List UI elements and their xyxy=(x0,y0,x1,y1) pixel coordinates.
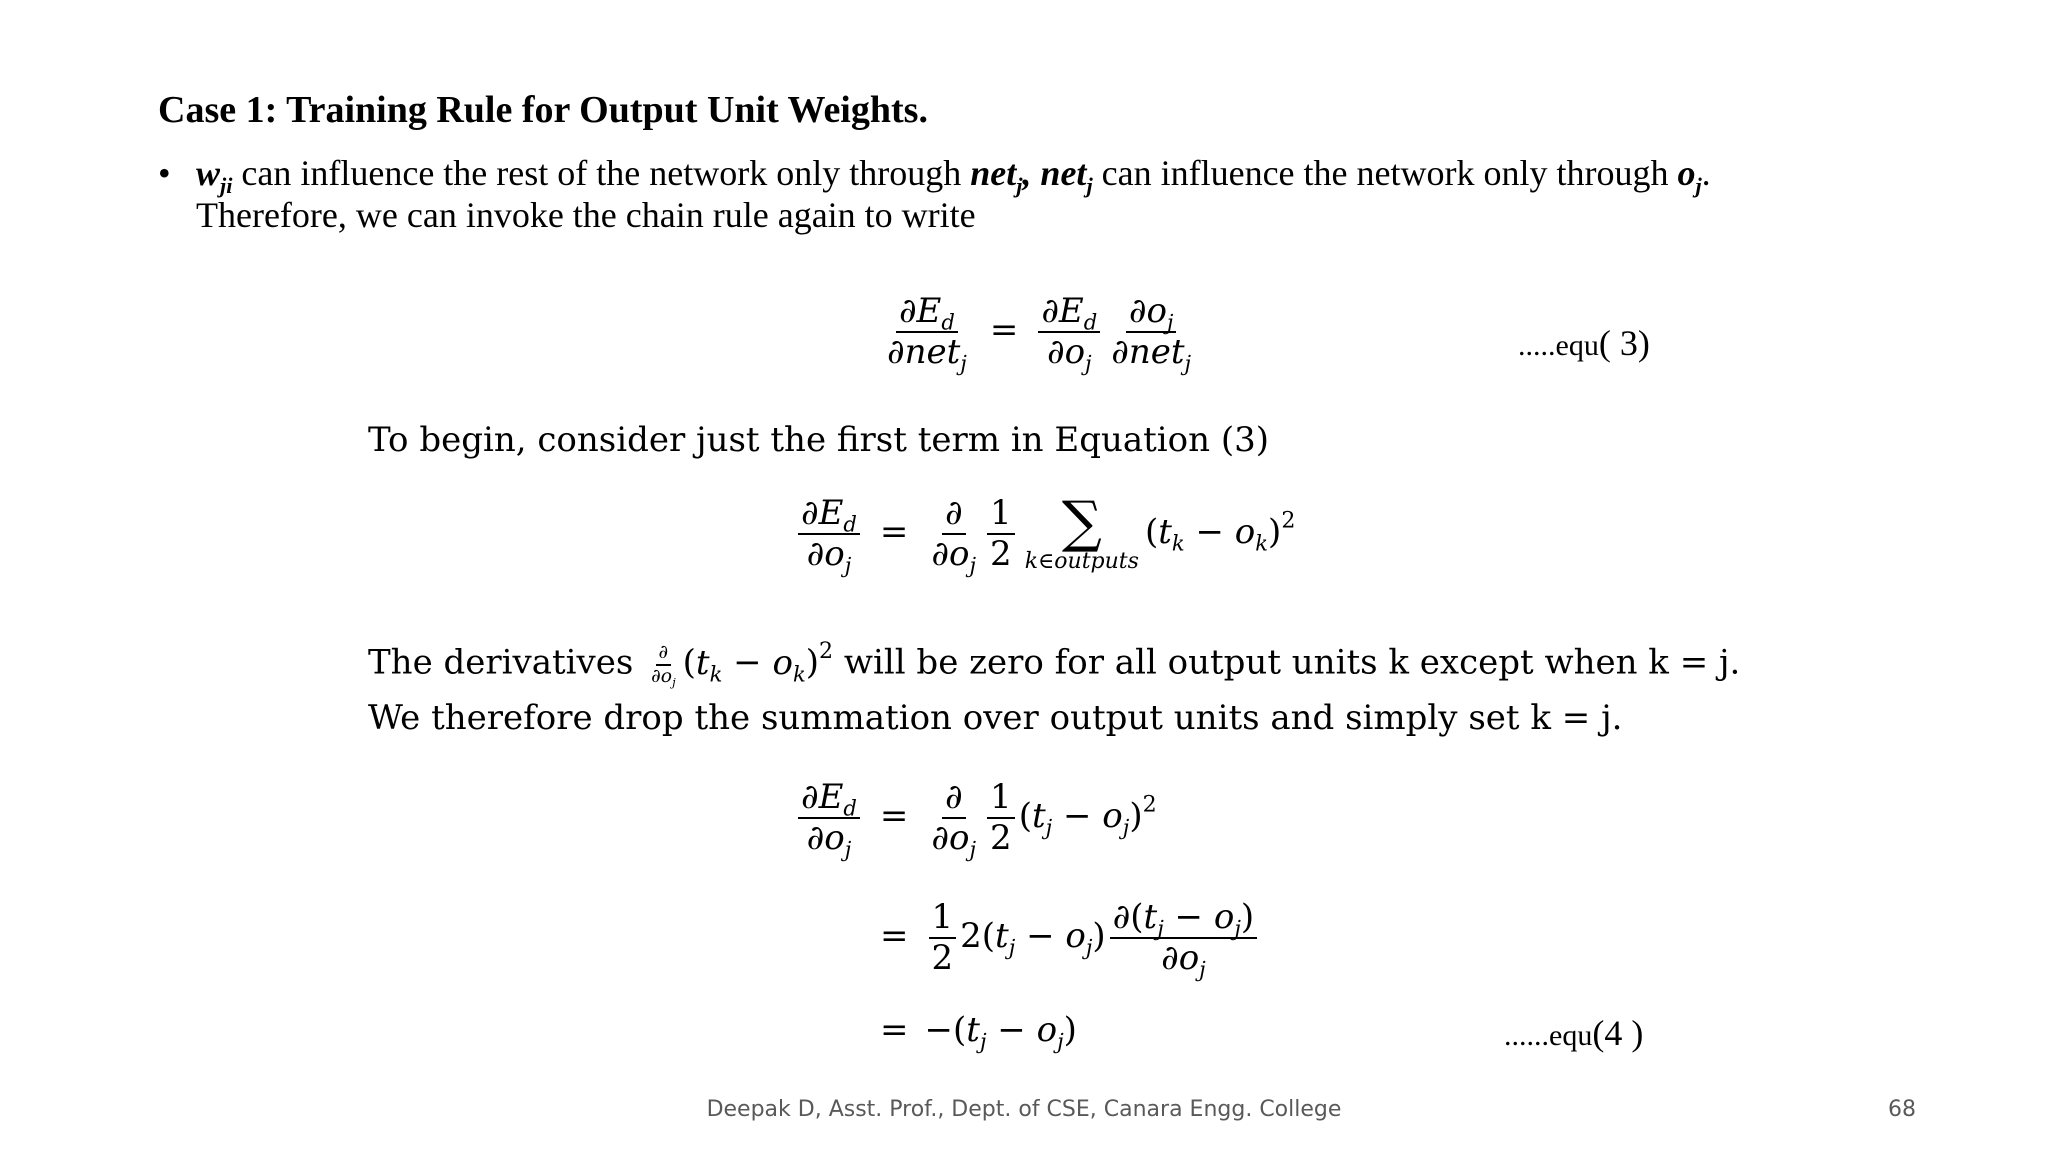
paragraph-derivatives: The derivatives $\frac{\partial}{\partial o_j}$ $(t_k - o_k)^2$ will be zero for all output units k except when k = j. xyxy=(368,638,1741,689)
bullet-point xyxy=(158,152,1858,236)
equation-4-label: ......equ(4 ) xyxy=(1504,1013,1644,1053)
slide-footer: Deepak D, Asst. Prof., Dept. of CSE, Canara Engg. College xyxy=(706,1097,1342,1122)
bullet-line-2: Therefore, we can invoke the chain rule again to write xyxy=(196,195,976,235)
page-number: 68 xyxy=(1888,1097,1916,1122)
bullet-symbol: • xyxy=(158,153,171,193)
equation-derivation-1: $\frac{\partial E_d}{\partial o_j}$ = $\frac{\partial}{\partial o_j}$ $\frac{1}{2}$ $(t_j - o_j)^2$ xyxy=(794,778,1157,858)
summation: ∑ k∈outputs xyxy=(1024,490,1139,575)
slide-heading: Case 1: Training Rule for Output Unit Weights. xyxy=(158,89,928,131)
paragraph-begin: To begin, consider just the first term in Equation (3) xyxy=(368,420,1270,460)
paragraph-drop-summation: We therefore drop the summation over output units and simply set k = j. xyxy=(368,698,1623,738)
output-symbol: $o_j$ xyxy=(1677,153,1702,198)
net-symbol: net$_j$, net$_j$ xyxy=(970,153,1093,198)
equation-sum: $\frac{\partial E_d}{\partial o_j}$ = $\frac{\partial}{\partial o_j}$ $\frac{1}{2}$ ∑ k∈outputs $(t_k - o_k)^2$ xyxy=(794,494,1295,574)
equation-derivation-3: = $-(t_j - o_j)$ xyxy=(880,1010,1077,1054)
equation-3: $\frac{\partial E_d}{\partial net_j}$ = $\frac{\partial E_d}{\partial o_j}$ $\frac{\partial o_j}{\partial net_j}$ xyxy=(887,291,1192,376)
weight-symbol: $w_{ji}$ xyxy=(196,153,233,198)
bullet-text: $w_{ji}$ can influence the rest of the network only through net$_j$, net$_j$ can influence the network only through $o_j$. Therefore, we can invoke the chain rule again to write xyxy=(196,153,1711,235)
equation-3-label: .....equ( 3) xyxy=(1518,323,1650,363)
equation-derivation-2: = $\frac{1}{2}$ $2(t_j - o_j)$ $\frac{\partial(t_j - o_j)}{\partial o_j}$ xyxy=(880,898,1261,978)
